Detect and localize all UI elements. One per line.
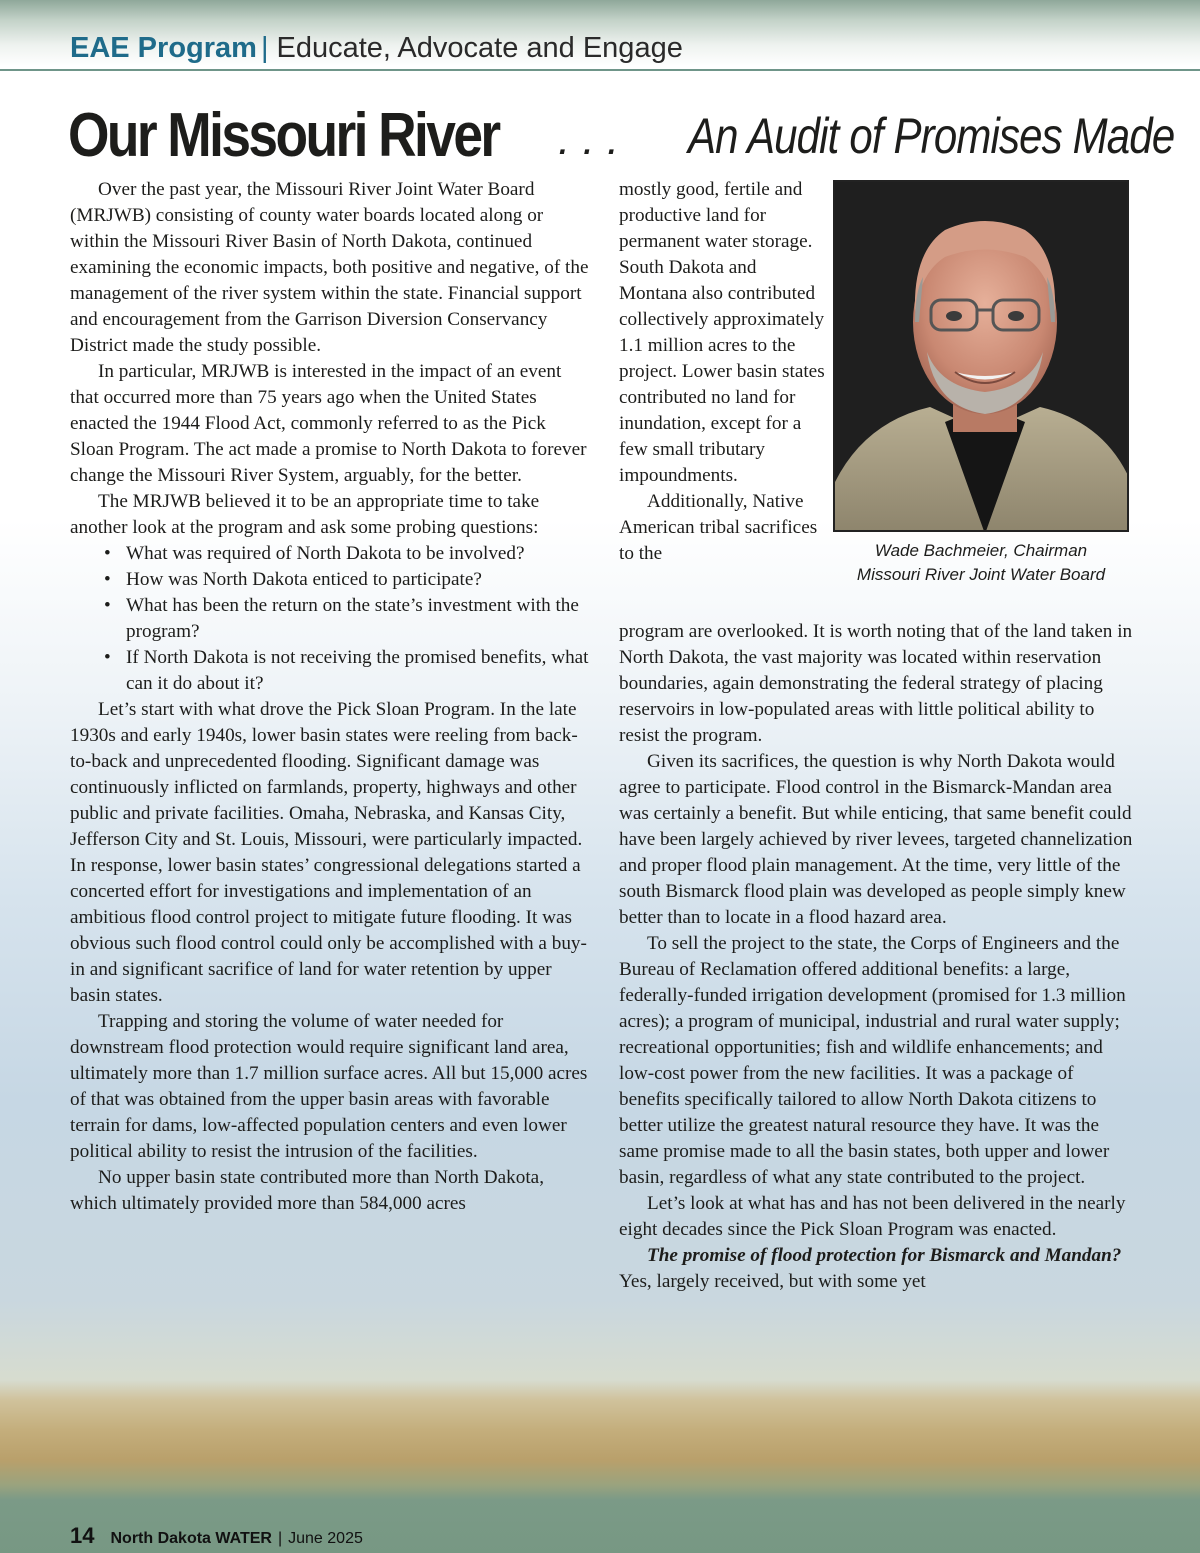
paragraph: The MRJWB believed it to be an appropriate time to take another look at the program and ask some probing questions: bbox=[70, 491, 540, 538]
list-item: • If North Dakota is not receiving the promised benefits, what can it do about it? bbox=[100, 645, 590, 697]
program-subtitle: Educate, Advocate and Engage bbox=[276, 32, 683, 64]
title-subtitle: An Audit of Promises Made bbox=[688, 108, 1175, 164]
caption-title: Missouri River Joint Water Board bbox=[856, 565, 1106, 584]
paragraph: Over the past year, the Missouri River Joint Water Board (MRJWB) consisting of county water boards located along or within the Missouri River Basin of North Dakota, continued examining the economic impacts, both positive and negative, of the management of the river system within the state. Financial support and encouragement from the Garrison Diversion Conservancy District made the study possible. bbox=[70, 179, 589, 356]
paragraph: Given its sacrifices, the question is why North Dakota would agree to participate. Flood control in the Bismarck-Mandan area was certainly a benefit. But while enticing, that same benefit could have been largely achieved by river levees, targeted channelization and proper flood plain management. At the time, very little of the south Bismarck flood plain was developed as people simply knew better than to locate in a flood hazard area. bbox=[619, 751, 1133, 928]
issue-date: June 2025 bbox=[288, 1530, 363, 1547]
page-footer bbox=[70, 1523, 363, 1553]
list-item: • What was required of North Dakota to be involved? bbox=[100, 541, 590, 567]
paragraph: Trapping and storing the volume of water needed for downstream flood protection would require significant land area, ultimately more than 1.7 million surface acres. All but 15,000 acres of that was obtained from the upper basin areas with favorable terrain for dams, low-affected population centers and even lower political ability to resist the intrusion of the facilities. bbox=[70, 1011, 588, 1162]
subheading-rest: Yes, largely received, but with some yet bbox=[619, 1271, 926, 1292]
magazine-name: North Dakota WATER bbox=[110, 1530, 272, 1547]
photo-caption bbox=[816, 539, 1146, 587]
header-separator: | bbox=[260, 32, 269, 64]
right-narrow-column bbox=[619, 177, 829, 567]
paragraph: mostly good, fertile and productive land for permanent water storage. South Dakota and Montana also contributed collectively approximately 1.1 million acres to the project. Lower basin states contributed no land for inundation, except for a few small tributary impoundments. bbox=[619, 179, 825, 486]
paragraph bbox=[619, 1243, 1134, 1295]
paragraph: To sell the project to the state, the Corps of Engineers and the Bureau of Reclamation offered additional benefits: a large, federally-funded irrigation development (promised for 1.3 million acres); a program of municipal, industrial and rural water supply; recreational opportunities; fish and wildlife enhancements; and low-cost power from the new facilities. It was a package of benefits specifically tailored to allow North Dakota citizens to better utilize the greatest natural resource they have. It was the same promise made to all the basin states, both upper and lower basin, regardless of what any state contributed to the project. bbox=[619, 933, 1126, 1188]
left-column bbox=[70, 177, 590, 1217]
right-wide-column bbox=[619, 619, 1134, 1295]
list-item: • What has been the return on the state’s investment with the program? bbox=[100, 593, 590, 645]
paragraph: Let’s start with what drove the Pick Sloan Program. In the late 1930s and early 1940s, lower basin states were reeling from back-to-back and unprecedented flooding. Significant damage was continuously inflicted on farmlands, property, highways and other public and private facilities. Omaha, Nebraska, and Kansas City, Jefferson City and St. Louis, Missouri, were particularly impacted. In response, lower basin states’ congressional delegations started a concerted effort for investigations and implementation of an ambitious flood control project to mitigate future flooding. It was obvious such flood control could only be accomplished with a buy-in and significant sacrifice of land for water retention by upper basin states. bbox=[70, 699, 587, 1006]
question-list bbox=[70, 541, 590, 697]
program-name: EAE Program bbox=[70, 32, 257, 64]
article-title bbox=[68, 96, 1175, 176]
paragraph: No upper basin state contributed more than North Dakota, which ultimately provided more than 584,000 acres bbox=[70, 1167, 544, 1214]
title-main: Our Missouri River bbox=[68, 101, 499, 170]
subheading-lead: The promise of flood protection for Bismarck and Mandan? bbox=[647, 1245, 1122, 1266]
title-ellipsis: . . . bbox=[558, 115, 620, 164]
footer-separator: | bbox=[277, 1530, 283, 1547]
paragraph: Additionally, Native American tribal sacrifices to the bbox=[619, 491, 818, 564]
section-header bbox=[70, 28, 683, 68]
portrait-photo bbox=[833, 180, 1129, 532]
paragraph: program are overlooked. It is worth noting that of the land taken in North Dakota, the vast majority was located within reservation boundaries, again demonstrating the federal strategy of placing reservoirs in low-populated areas with little political ability to resist the program. bbox=[619, 621, 1133, 746]
paragraph: Let’s look at what has and has not been delivered in the nearly eight decades since the Pick Sloan Program was enacted. bbox=[619, 1193, 1126, 1240]
portrait-illustration bbox=[835, 182, 1129, 532]
header-rule bbox=[0, 69, 1200, 71]
page-number: 14 bbox=[70, 1523, 95, 1548]
caption-name: Wade Bachmeier, Chairman bbox=[874, 541, 1088, 560]
list-item: • How was North Dakota enticed to participate? bbox=[100, 567, 590, 593]
paragraph: In particular, MRJWB is interested in the impact of an event that occurred more than 75 years ago when the United States enacted the 1944 Flood Act, commonly referred to as the Pick Sloan Program. The act made a promise to North Dakota to forever change the Missouri River System, arguably, for the better. bbox=[70, 361, 587, 486]
